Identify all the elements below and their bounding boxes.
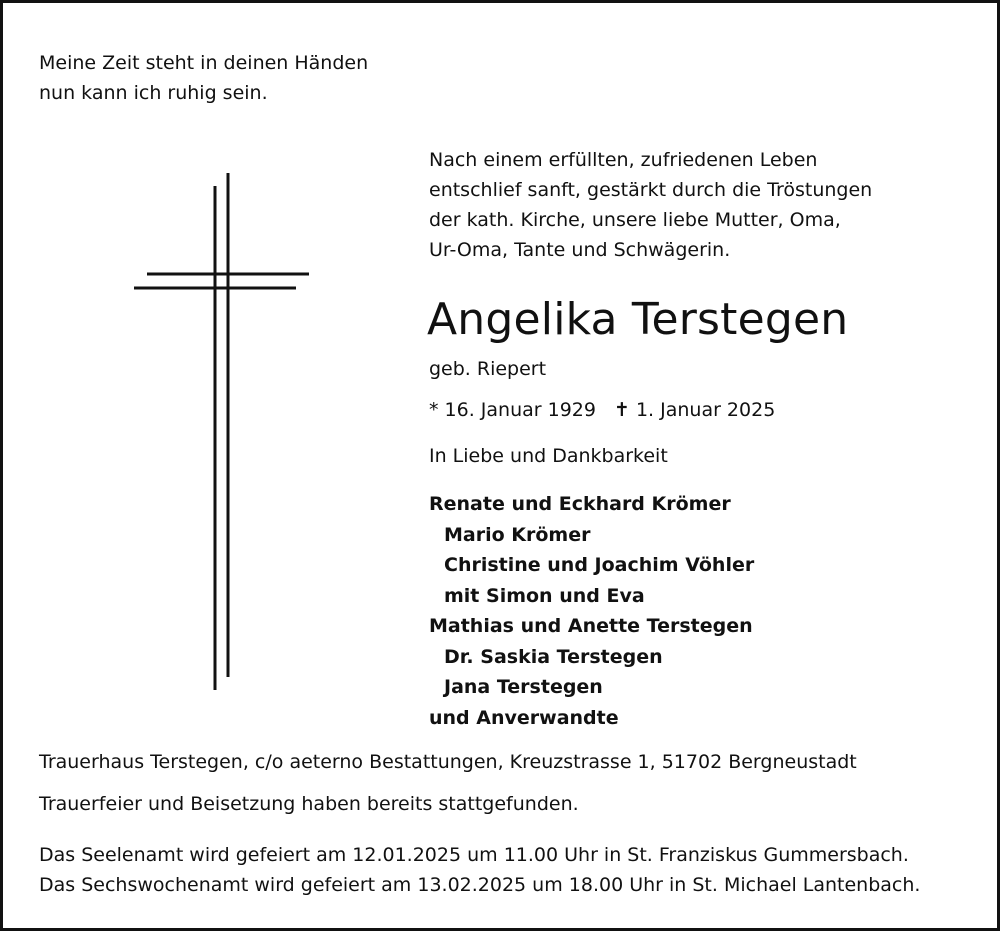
deceased-name: Angelika Terstegen <box>427 294 849 345</box>
mourning-address: Trauerhaus Terstegen, c/o aeterno Bestattungen, Kreuzstrasse 1, 51702 Bergneustadt <box>39 751 857 773</box>
mass-line: Das Seelenamt wird gefeiert am 12.01.2025 um 11.00 Uhr in St. Franziskus Gummersbach. <box>39 844 909 866</box>
intro-line: Nach einem erfüllten, zufriedenen Leben <box>429 149 818 171</box>
signer: und Anverwandte <box>429 706 619 729</box>
intro-text <box>429 145 872 265</box>
intro-line: Ur-Oma, Tante und Schwägerin. <box>429 239 731 261</box>
signer: Christine und Joachim Vöhler <box>444 554 755 576</box>
signer: Dr. Saskia Terstegen <box>444 645 663 668</box>
birth-date: * 16. Januar 1929 <box>429 399 596 421</box>
verse-line: Meine Zeit steht in deinen Händen <box>39 52 369 74</box>
mass-announcements <box>39 840 920 900</box>
funeral-note: Trauerfeier und Beisetzung haben bereits stattgefunden. <box>39 793 579 815</box>
mass-line: Das Sechswochenamt wird gefeiert am 13.02.2025 um 18.00 Uhr in St. Michael Lantenbach. <box>39 874 921 896</box>
signer: Mario Krömer <box>444 523 591 546</box>
dedication: In Liebe und Dankbarkeit <box>429 445 668 467</box>
signers-list <box>429 489 754 733</box>
intro-line: entschlief sanft, gestärkt durch die Tröstungen <box>429 179 873 201</box>
death-date: ✝ 1. Januar 2025 <box>613 399 776 421</box>
signer: Mathias und Anette Terstegen <box>429 615 753 637</box>
signer: Jana Terstegen <box>444 676 603 698</box>
maiden-name: geb. Riepert <box>429 358 547 380</box>
signer: mit Simon und Eva <box>444 584 645 607</box>
intro-line: der kath. Kirche, unsere liebe Mutter, Oma, <box>429 209 841 231</box>
signer: Renate und Eckhard Krömer <box>429 493 731 515</box>
life-dates <box>429 395 775 425</box>
verse-line: nun kann ich ruhig sein. <box>39 82 268 104</box>
